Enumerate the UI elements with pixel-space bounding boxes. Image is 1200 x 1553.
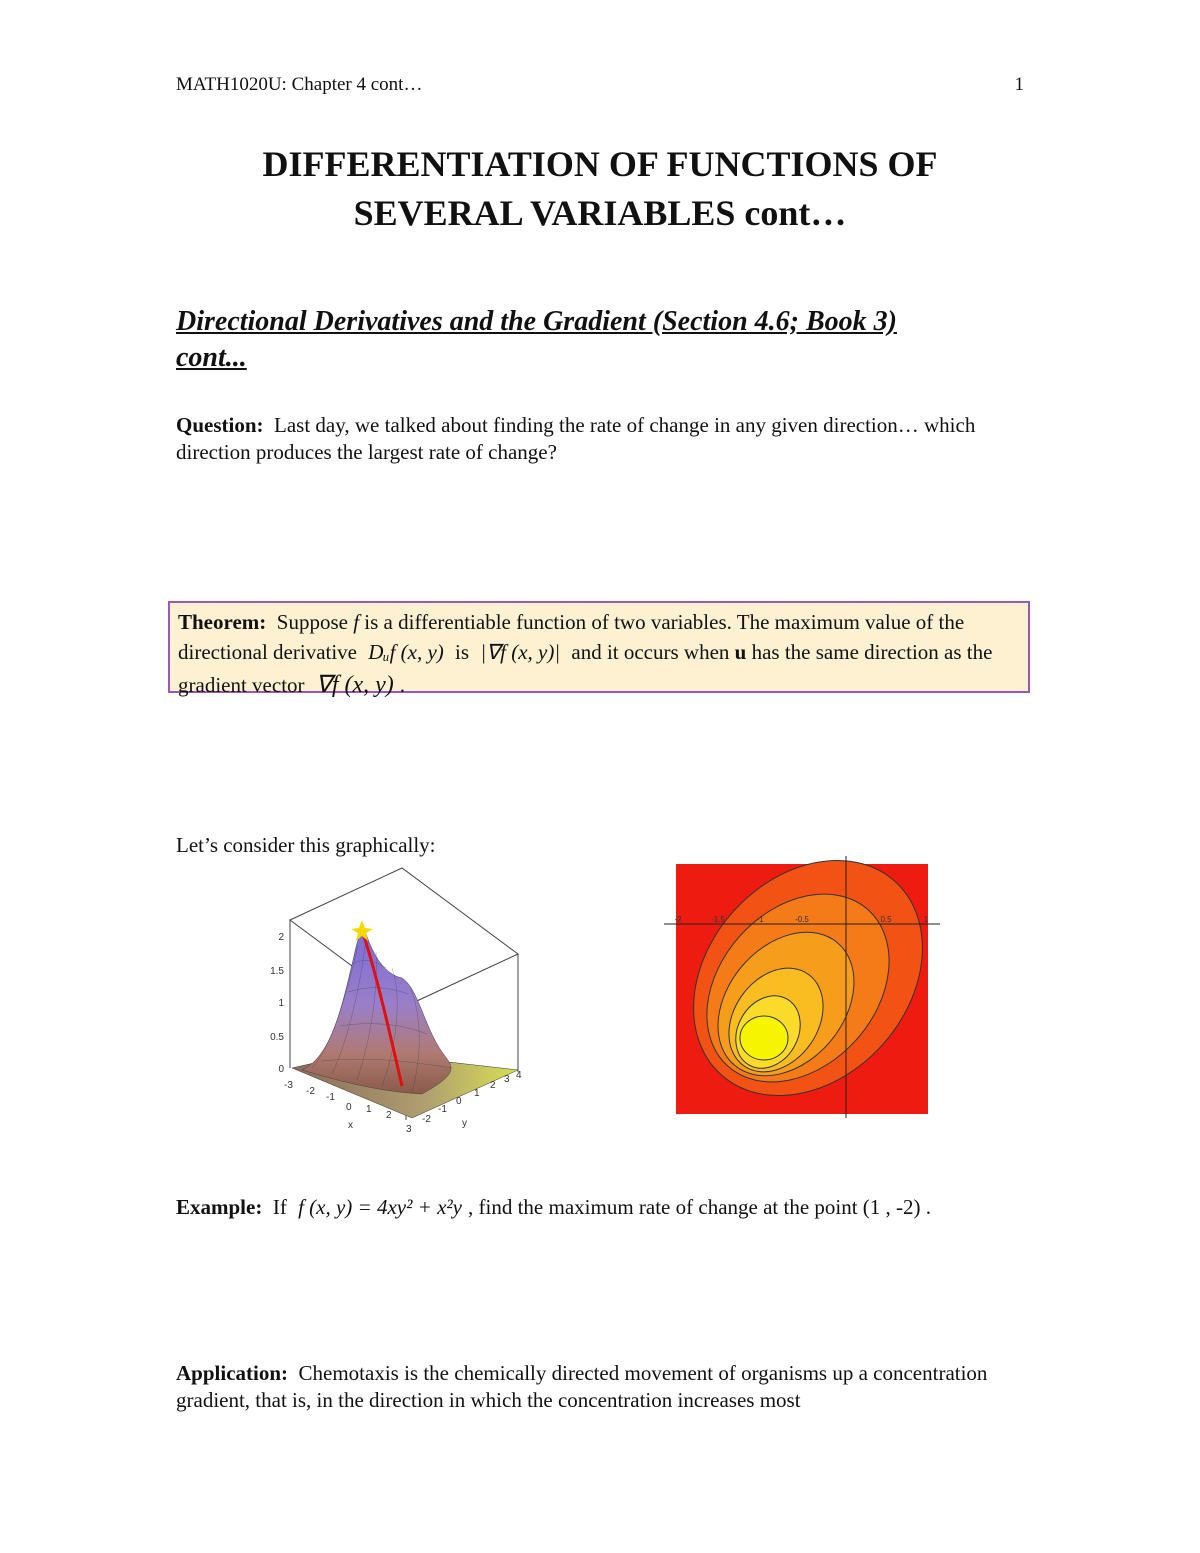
x-tick-label: -1 xyxy=(326,1092,335,1103)
theorem-u: u xyxy=(734,640,747,665)
theorem-text-3: is xyxy=(455,640,470,665)
section-heading-line-1: Directional Derivatives and the Gradient (Section 4.6; Book 3) xyxy=(176,306,897,337)
y-tick-label: 2 xyxy=(490,1080,496,1091)
y-tick-label: 4 xyxy=(516,1070,522,1081)
theorem-text-4: and it occurs when xyxy=(571,640,730,665)
z-tick-label: 0 xyxy=(278,1064,284,1075)
y-axis-label: y xyxy=(462,1118,467,1129)
z-tick-label: 2 xyxy=(278,932,284,943)
surface-plot-3d xyxy=(262,856,532,1136)
contour-level-6 xyxy=(740,1016,788,1060)
x-tick-label: 0 xyxy=(346,1102,352,1113)
title-line-1: DIFFERENTIATION OF FUNCTIONS OF xyxy=(262,144,938,184)
question-label: Question: xyxy=(176,413,264,437)
gradient-vector-formula: ∇f (x, y) xyxy=(315,671,394,698)
page-header xyxy=(176,74,1024,96)
x-axis-label: x xyxy=(348,1120,353,1131)
contour-plot xyxy=(658,848,948,1120)
example-label: Example: xyxy=(176,1195,263,1219)
page-title xyxy=(176,140,1024,238)
y-tick-label: 0 xyxy=(456,1096,462,1107)
question-paragraph xyxy=(176,412,1024,467)
theorem-text-5: has the same direction as the gradient vector xyxy=(178,640,993,697)
y-tick-label: 3 xyxy=(504,1074,510,1085)
z-tick-label: 1 xyxy=(278,998,284,1009)
contour-tick-label: -2 xyxy=(674,915,682,924)
x-tick-label: -3 xyxy=(284,1080,293,1091)
contour-tick-label: 1 xyxy=(923,915,929,924)
theorem-text-2: is a differentiable function of two variables. The maximum value of the directional derivative xyxy=(178,610,965,665)
example-function: f (x, y) = 4xy² + x²y xyxy=(298,1195,463,1219)
theorem-f: f xyxy=(353,610,360,634)
x-tick-label: 3 xyxy=(406,1124,412,1135)
header-title: MATH1020U: Chapter 4 cont… xyxy=(176,74,423,95)
y-tick-label: -1 xyxy=(438,1104,447,1115)
theorem-text-6: . xyxy=(399,672,406,697)
section-heading-line-2: cont... xyxy=(176,342,247,374)
application-text: Chemotaxis is the chemically directed movement of organisms up a concentration gradient, that is, in the direction in which the concentration increases most xyxy=(176,1361,988,1413)
contour-tick-label: -0.5 xyxy=(795,915,809,924)
title-line-2: SEVERAL VARIABLES cont… xyxy=(353,192,847,233)
graphically-text: Let’s consider this graphically: xyxy=(176,833,436,857)
theorem-box xyxy=(168,601,1030,698)
contour-tick-label: -1.5 xyxy=(711,915,725,924)
z-tick-label: 0.5 xyxy=(270,1032,284,1043)
example-text-2: , find the maximum rate of change at the point (1 , -2) . xyxy=(468,1195,932,1219)
application-label: Application: xyxy=(176,1361,289,1385)
contour-tick-label: -1 xyxy=(756,915,764,924)
question-text: Last day, we talked about finding the rate of change in any given direction… which direction produces the largest rate of change? xyxy=(176,413,976,465)
x-tick-label: 2 xyxy=(386,1110,392,1121)
y-tick-label: -2 xyxy=(422,1114,431,1125)
z-tick-label: 1.5 xyxy=(270,966,284,977)
application-paragraph xyxy=(176,1360,1024,1415)
example-paragraph xyxy=(176,1194,1024,1221)
surface-peak xyxy=(302,932,451,1094)
gradient-magnitude-formula: |∇f (x, y)| xyxy=(480,640,561,665)
page-number: 1 xyxy=(1014,74,1024,95)
section-heading xyxy=(176,304,1024,377)
y-tick-label: 1 xyxy=(474,1088,480,1099)
contour-tick-label: 0.5 xyxy=(880,915,892,924)
directional-derivative-formula: Dᵤf (x, y) xyxy=(368,640,444,665)
x-tick-label: 1 xyxy=(366,1104,372,1115)
theorem-text-1: Suppose xyxy=(276,610,348,634)
theorem-label: Theorem: xyxy=(178,610,267,634)
x-tick-label: -2 xyxy=(306,1086,315,1097)
example-text-1: If xyxy=(272,1195,287,1219)
